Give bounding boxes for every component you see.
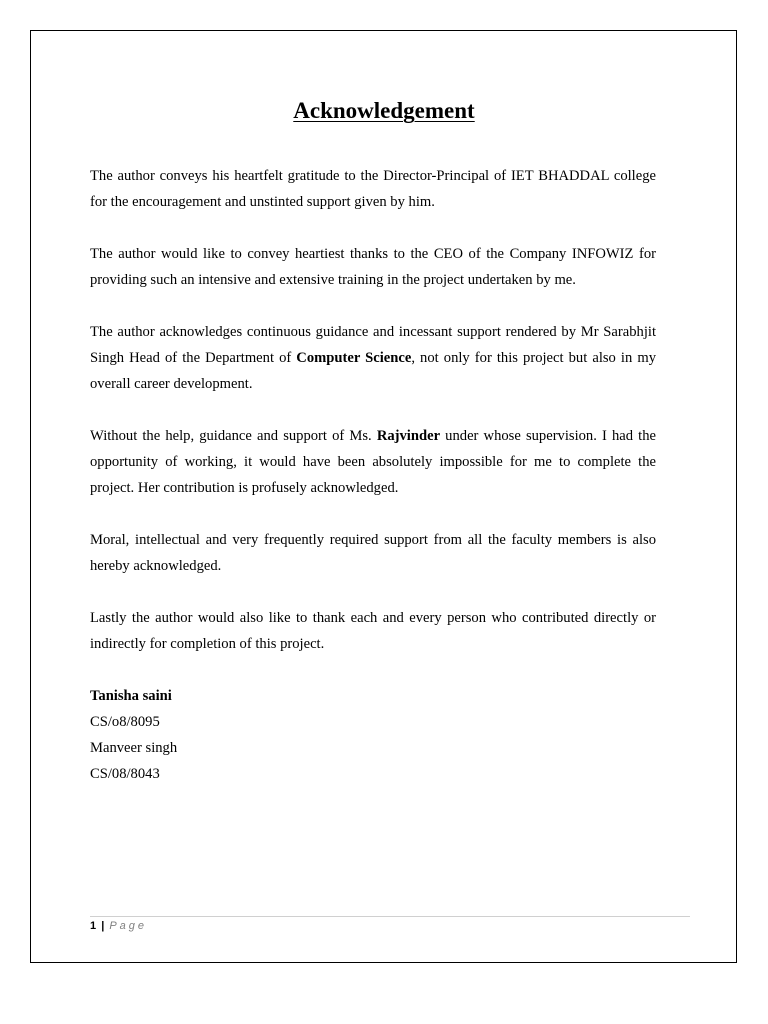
supervisor-name: Rajvinder xyxy=(376,428,441,444)
footer-divider xyxy=(90,916,690,917)
department-name: Computer Science xyxy=(296,350,412,366)
paragraph-hod xyxy=(90,319,656,397)
paragraph-ceo: The author would like to convey heartiest thanks to the CEO of the Company INFOWIZ for providing such an intensive and extensive training in the project undertaken by me. xyxy=(90,246,656,288)
signature-block xyxy=(90,683,656,787)
page-label: Page xyxy=(109,920,148,932)
footer-separator: | xyxy=(101,920,105,932)
signature-name-2: Manveer singh xyxy=(90,740,178,756)
document-body xyxy=(90,163,656,787)
paragraph-supervisor-text-start: Without the help, guidance and support of Ms. xyxy=(90,428,377,444)
page-number: 1 xyxy=(90,920,97,932)
paragraph-closing: Lastly the author would also like to thank each and every person who contributed directly or indirectly for completion of this project. xyxy=(90,610,656,652)
paragraph-hod-text-end: , not only for this project but also in my overall career development. xyxy=(90,350,656,392)
signature-name-1: Tanisha saini xyxy=(90,688,172,704)
signature-id-1: CS/o8/8095 xyxy=(90,714,160,730)
page-title xyxy=(0,96,768,126)
paragraph-hod-text-start: The author acknowledges continuous guidance and incessant support rendered by Mr Sarabhjit Singh Head of the Department of xyxy=(90,324,656,366)
signature-id-2: CS/08/8043 xyxy=(90,766,160,782)
page-footer xyxy=(90,918,147,934)
paragraph-principal: The author conveys his heartfelt gratitude to the Director-Principal of IET BHADDAL college for the encouragement and unstinted support given by him. xyxy=(90,168,656,210)
paragraph-faculty: Moral, intellectual and very frequently required support from all the faculty members is also hereby acknowledged. xyxy=(90,532,656,574)
title-text: Acknowledgement xyxy=(293,98,475,123)
paragraph-supervisor-text-end: under whose supervision. I had the opportunity of working, it would have been absolutely impossible for me to complete the project. Her contribution is profusely acknowledged. xyxy=(90,428,657,496)
paragraph-supervisor xyxy=(90,423,656,501)
